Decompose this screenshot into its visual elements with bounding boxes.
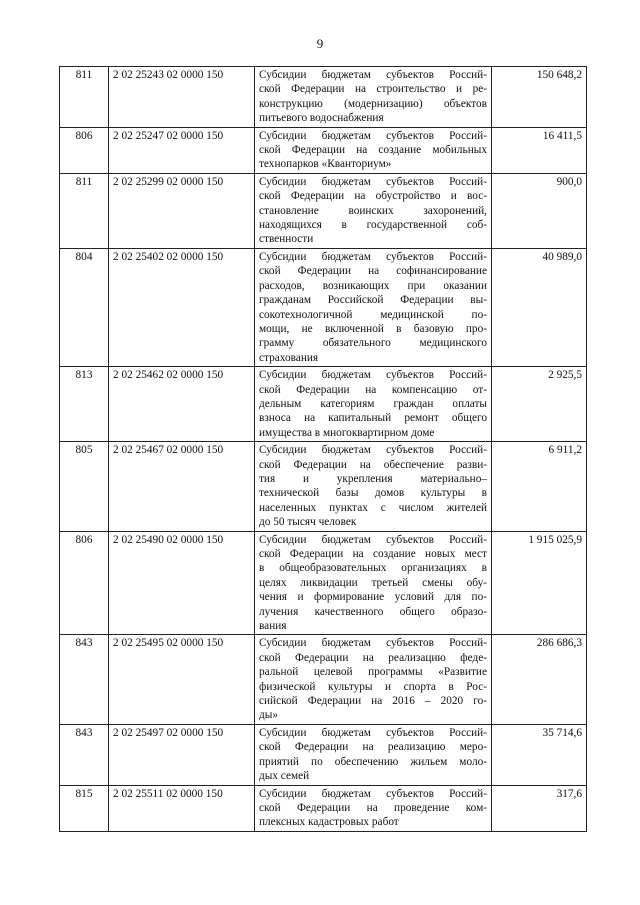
revenue-name-line: ской Федерации на строительство и ре- (259, 83, 487, 96)
revenue-name-line: дельным категориям граждан оплаты (259, 397, 487, 410)
amount-cell: 1 915 025,9 (492, 531, 587, 635)
revenue-name-line: ральной целевой программы «Развитие (259, 666, 487, 679)
revenue-name-line: гражданам Российской Федерации вы- (259, 294, 487, 307)
revenue-name-line: Субсидии бюджетам субъектов Россий- (259, 637, 487, 650)
admin-code-cell: 815 (60, 785, 109, 831)
revenue-name-line: Субсидии бюджетам субъектов Россий- (259, 250, 487, 263)
table-row (60, 724, 587, 785)
budget-code-cell: 2 02 25490 02 0000 150 (109, 531, 255, 635)
revenue-name-line: ской Федерации на реализацию феде- (259, 651, 487, 664)
revenue-name-line: ской Федерации на обустройство и вос- (259, 190, 487, 203)
admin-code-cell: 811 (60, 67, 109, 128)
amount-cell: 150 648,2 (492, 67, 587, 128)
budget-code-cell: 2 02 25402 02 0000 150 (109, 248, 255, 366)
revenue-name-line: ственности (259, 233, 314, 246)
budget-code-cell: 2 02 25467 02 0000 150 (109, 442, 255, 531)
revenue-name-line: сокотехнологичной медицинской по- (259, 308, 487, 321)
admin-code-cell: 804 (60, 248, 109, 366)
revenue-name-line: ской Федерации на реализацию меро- (259, 741, 487, 754)
admin-code-cell: 806 (60, 127, 109, 173)
budget-code-cell: 2 02 25511 02 0000 150 (109, 785, 255, 831)
amount-cell: 16 411,5 (492, 127, 587, 173)
revenue-name-line: грамму обязательного медицинского (259, 337, 487, 350)
revenue-name-line: ской Федерации на компенсацию от- (259, 383, 487, 396)
budget-code-cell: 2 02 25299 02 0000 150 (109, 173, 255, 248)
revenue-name-line: ской Федерации на создание мобильных (259, 144, 487, 157)
revenue-name-line: ской Федерации на проведение ком- (259, 801, 487, 814)
table-row (60, 531, 587, 635)
revenue-name-line: лучения качественного общего образо- (259, 605, 487, 618)
amount-cell: 35 714,6 (492, 724, 587, 785)
revenue-name-cell (255, 442, 492, 531)
table-row (60, 635, 587, 724)
revenue-name-line: ской Федерации на создание новых мест (259, 548, 487, 560)
table-body (60, 67, 587, 832)
revenue-name-line: плексных кадастровых работ (259, 816, 399, 829)
revenue-name-line: в общеобразовательных организациях в (259, 562, 487, 575)
revenue-name-line: конструкцию (модернизацию) объектов (259, 97, 487, 110)
revenue-name-cell (255, 173, 492, 248)
revenue-name-line: ды» (259, 709, 278, 722)
budget-code-cell: 2 02 25462 02 0000 150 (109, 367, 255, 442)
table-row (60, 785, 587, 831)
amount-cell: 2 925,5 (492, 367, 587, 442)
budget-code-cell: 2 02 25495 02 0000 150 (109, 635, 255, 724)
revenue-name-cell (255, 367, 492, 442)
revenue-name-line: до 50 тысяч человек (259, 516, 357, 529)
revenue-name-line: Субсидии бюджетам субъектов Россий- (259, 533, 487, 546)
revenue-name-line: ской Федерации на обеспечение разви- (259, 458, 487, 471)
amount-cell: 900,0 (492, 173, 587, 248)
budget-table (59, 66, 587, 832)
revenue-name-line: находящихся в государственной соб- (259, 219, 487, 232)
amount-cell: 6 911,2 (492, 442, 587, 531)
table-row (60, 442, 587, 531)
revenue-name-line: физической культуры и спорта в Рос- (259, 680, 487, 693)
revenue-name-line: ской Федерации на софинансирование (259, 265, 487, 278)
page-number: 9 (316, 36, 324, 51)
revenue-name-line: технической базы домов культуры в (259, 487, 487, 500)
revenue-name-line: мощи, не включенной в базовую про- (259, 322, 487, 335)
amount-cell: 317,6 (492, 785, 587, 831)
amount-cell: 286 686,3 (492, 635, 587, 724)
revenue-name-cell (255, 724, 492, 785)
revenue-name-line: взноса на капитальный ремонт общего (259, 412, 487, 425)
revenue-name-line: населенных пунктах с числом жителей (259, 501, 487, 514)
revenue-name-line: Субсидии бюджетам субъектов Россий- (259, 129, 487, 142)
revenue-name-line: технопарков «Кванториум» (259, 158, 392, 171)
revenue-name-line: чения и формирование условий для по- (259, 591, 487, 604)
revenue-name-line: страхования (259, 351, 319, 364)
table-row (60, 173, 587, 248)
revenue-name-cell (255, 127, 492, 173)
admin-code-cell: 813 (60, 367, 109, 442)
admin-code-cell: 843 (60, 724, 109, 785)
revenue-name-cell (255, 635, 492, 724)
revenue-name-line: питьевого водоснабжения (259, 112, 384, 125)
budget-code-cell: 2 02 25247 02 0000 150 (109, 127, 255, 173)
table-row (60, 367, 587, 442)
budget-code-cell: 2 02 25243 02 0000 150 (109, 67, 255, 128)
revenue-name-line: Субсидии бюджетам субъектов Россий- (259, 787, 487, 800)
revenue-name-line: расходов, возникающих при оказании (259, 279, 487, 292)
revenue-name-line: Субсидии бюджетам субъектов Россий- (259, 726, 487, 739)
revenue-name-line: сийской Федерации на 2016 – 2020 го- (259, 695, 487, 708)
admin-code-cell: 843 (60, 635, 109, 724)
amount-cell: 40 989,0 (492, 248, 587, 366)
admin-code-cell: 811 (60, 173, 109, 248)
revenue-name-cell (255, 531, 492, 635)
table-row (60, 67, 587, 128)
revenue-name-line: Субсидии бюджетам субъектов Россий- (259, 369, 487, 382)
revenue-name-line: Субсидии бюджетам субъектов Россий- (259, 69, 487, 81)
revenue-name-line: Субсидии бюджетам субъектов Россий- (259, 444, 487, 457)
revenue-name-line: Субсидии бюджетам субъектов Россий- (259, 175, 487, 188)
revenue-name-line: дых семей (259, 770, 310, 783)
revenue-name-line: приятий по обеспечению жильем моло- (259, 755, 487, 768)
revenue-name-line: тия и укрепления материально– (259, 472, 487, 485)
revenue-name-line: целях ликвидации третьей смены обу- (259, 576, 487, 589)
revenue-name-line: становление воинских захоронений, (259, 204, 487, 217)
revenue-name-line: имущества в многоквартирном доме (259, 426, 435, 439)
revenue-name-cell (255, 785, 492, 831)
table-row (60, 248, 587, 366)
revenue-name-line: вания (259, 620, 287, 633)
table-row (60, 127, 587, 173)
admin-code-cell: 806 (60, 531, 109, 635)
revenue-name-cell (255, 248, 492, 366)
budget-code-cell: 2 02 25497 02 0000 150 (109, 724, 255, 785)
admin-code-cell: 805 (60, 442, 109, 531)
revenue-name-cell (255, 67, 492, 128)
